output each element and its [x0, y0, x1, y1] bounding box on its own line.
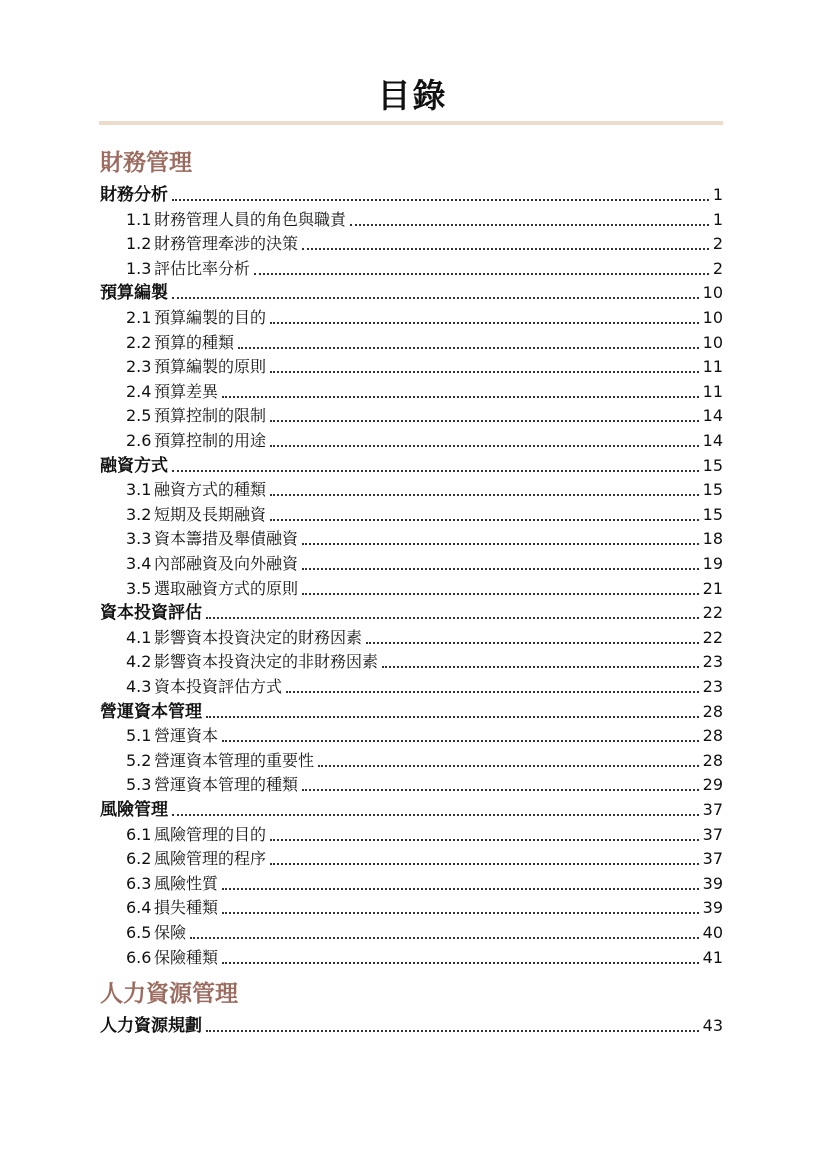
page-number: 19 [702, 554, 723, 573]
page-number: 21 [702, 578, 723, 598]
dot-leader [302, 583, 699, 595]
toc-subsection-entry[interactable] [100, 528, 723, 550]
toc-subsection-entry[interactable] [100, 553, 723, 575]
subsection-title: 短期及長期融資 [154, 504, 267, 524]
subsection-title: 營運資本管理的重要性 [154, 750, 315, 770]
page-number: 2 [712, 234, 723, 254]
subsection-number: 5.2 [126, 750, 152, 770]
subsection-number: 3.5 [126, 578, 152, 598]
toc-subsection-entry[interactable] [100, 233, 723, 255]
page-number: 10 [702, 308, 723, 327]
page-number: 22 [702, 603, 723, 623]
chapter-title: 風險管理 [100, 800, 168, 820]
toc-subsection-entry[interactable] [100, 381, 723, 403]
dot-leader [270, 853, 699, 865]
toc-subsection-entry[interactable] [100, 332, 723, 354]
toc-subsection-entry[interactable] [100, 897, 723, 919]
page-number: 28 [702, 750, 723, 770]
dot-leader [222, 878, 699, 890]
subsection-title: 財務管理人員的角色與職責 [154, 209, 347, 229]
subsection-title: 預算的種類 [154, 332, 235, 352]
subsection-number: 6.3 [126, 873, 152, 893]
subsection-title: 財務管理牽涉的決策 [154, 234, 299, 254]
dot-leader [270, 361, 699, 373]
page-number: 37 [702, 849, 723, 869]
subsection-number: 2.2 [126, 332, 152, 352]
toc-subsection-entry[interactable] [100, 725, 723, 747]
dot-leader [206, 607, 699, 619]
page-title: 目錄 [377, 76, 448, 115]
toc-chapter-entry[interactable] [100, 701, 723, 723]
dot-leader [270, 829, 699, 841]
dot-leader [302, 238, 709, 250]
dot-leader [318, 755, 699, 767]
page-number: 14 [702, 431, 723, 450]
dot-leader [222, 730, 699, 742]
page-number: 15 [702, 504, 723, 524]
toc-subsection-entry[interactable] [100, 405, 723, 427]
page-number: 43 [702, 1016, 723, 1036]
toc-chapter-entry[interactable] [100, 1015, 723, 1037]
subsection-number: 4.3 [126, 677, 152, 696]
toc-subsection-entry[interactable] [100, 947, 723, 969]
dot-leader [190, 927, 699, 939]
dot-leader [270, 435, 699, 447]
subsection-title: 影響資本投資決定的財務因素 [154, 627, 363, 647]
dot-leader [206, 706, 699, 718]
page-number: 1 [712, 185, 723, 204]
subsection-number: 1.2 [126, 234, 152, 254]
subsection-title: 資本籌措及舉債融資 [154, 529, 299, 549]
toc-subsection-entry[interactable] [100, 479, 723, 501]
title-divider [99, 121, 723, 125]
subsection-title: 資本投資評估方式 [154, 677, 283, 696]
subsection-number: 2.3 [126, 357, 152, 377]
dot-leader [222, 902, 699, 914]
toc-chapter-entry[interactable] [100, 282, 723, 304]
dot-leader [172, 287, 699, 299]
page-number: 11 [702, 381, 723, 401]
dot-leader [206, 1020, 699, 1032]
subsection-number: 2.1 [126, 308, 152, 327]
subsection-number: 6.2 [126, 849, 152, 869]
dot-leader [238, 337, 699, 349]
dot-leader [270, 312, 699, 324]
section-heading: 財務管理 [100, 149, 192, 176]
subsection-number: 2.6 [126, 431, 152, 450]
toc-subsection-entry[interactable] [100, 922, 723, 944]
subsection-title: 風險管理的目的 [154, 824, 267, 844]
toc-subsection-entry[interactable] [100, 356, 723, 378]
page-number: 41 [702, 947, 723, 967]
subsection-title: 預算編製的目的 [154, 308, 267, 327]
dot-leader [382, 656, 699, 668]
dot-leader [270, 484, 699, 496]
toc-chapter-entry[interactable] [100, 799, 723, 821]
toc-subsection-entry[interactable] [100, 258, 723, 280]
page-number: 23 [702, 677, 723, 696]
subsection-title: 損失種類 [154, 898, 219, 918]
dot-leader [222, 952, 699, 964]
subsection-title: 預算編製的原則 [154, 357, 267, 377]
dot-leader [270, 410, 699, 422]
dot-leader [270, 509, 699, 521]
subsection-number: 2.4 [126, 381, 152, 401]
subsection-number: 6.4 [126, 898, 152, 918]
page-number: 11 [702, 357, 723, 377]
dot-leader [302, 558, 699, 570]
subsection-title: 保險種類 [154, 947, 219, 967]
toc-subsection-entry[interactable] [100, 578, 723, 600]
toc-chapter-entry[interactable] [100, 602, 723, 624]
subsection-number: 3.1 [126, 480, 152, 500]
page-number: 18 [702, 529, 723, 549]
page-number: 37 [702, 800, 723, 819]
dot-leader [254, 263, 709, 275]
subsection-number: 6.5 [126, 923, 152, 942]
page-number: 2 [712, 258, 723, 278]
dot-leader [302, 779, 699, 791]
page-number: 37 [702, 824, 723, 844]
page-number: 10 [702, 283, 723, 303]
toc-subsection-entry[interactable] [100, 750, 723, 772]
subsection-number: 2.5 [126, 406, 152, 426]
dot-leader [172, 460, 699, 472]
subsection-title: 影響資本投資決定的非財務因素 [154, 652, 379, 672]
subsection-number: 1.3 [126, 258, 152, 278]
dot-leader [172, 189, 709, 201]
dot-leader [302, 533, 699, 545]
subsection-title: 保險 [154, 923, 187, 942]
subsection-title: 預算控制的用途 [154, 431, 267, 450]
subsection-title: 營運資本管理的種類 [154, 775, 299, 795]
toc-subsection-entry[interactable] [100, 651, 723, 673]
subsection-number: 6.6 [126, 947, 152, 967]
section-heading: 人力資源管理 [100, 980, 238, 1008]
page-number: 15 [702, 480, 723, 500]
page-number: 28 [702, 701, 723, 721]
page-number: 10 [702, 332, 723, 352]
toc-subsection-entry[interactable] [100, 873, 723, 895]
page-number: 15 [702, 455, 723, 475]
page-number: 28 [702, 726, 723, 746]
page-number: 40 [702, 923, 723, 942]
toc-subsection-entry[interactable] [100, 848, 723, 870]
dot-leader [222, 386, 699, 398]
toc-subsection-entry[interactable] [100, 676, 723, 698]
dot-leader [286, 681, 699, 693]
subsection-title: 融資方式的種類 [154, 480, 267, 500]
subsection-number: 3.4 [126, 554, 152, 573]
page-number: 39 [702, 873, 723, 893]
subsection-title: 風險管理的程序 [154, 849, 267, 869]
page-number: 23 [702, 652, 723, 672]
chapter-title: 融資方式 [100, 455, 168, 476]
subsection-title: 預算差異 [154, 381, 219, 401]
subsection-number: 4.1 [126, 627, 152, 647]
toc-subsection-entry[interactable] [100, 307, 723, 329]
chapter-title: 預算編製 [100, 283, 168, 304]
subsection-title: 選取融資方式的原則 [154, 578, 299, 598]
chapter-title: 營運資本管理 [100, 701, 202, 722]
subsection-title: 評估比率分析 [154, 258, 251, 278]
dot-leader [366, 632, 699, 644]
page-number: 29 [702, 775, 723, 795]
subsection-title: 內部融資及向外融資 [154, 554, 299, 573]
toc-subsection-entry[interactable] [100, 627, 723, 649]
subsection-title: 營運資本 [154, 726, 219, 746]
subsection-number: 3.3 [126, 529, 152, 549]
toc-subsection-entry[interactable] [100, 430, 723, 452]
subsection-number: 4.2 [126, 652, 152, 672]
subsection-number: 5.3 [126, 775, 152, 795]
page-number: 14 [702, 406, 723, 426]
page-number: 1 [712, 209, 723, 229]
page-number: 39 [702, 898, 723, 918]
subsection-number: 5.1 [126, 726, 152, 746]
toc-subsection-entry[interactable] [100, 504, 723, 526]
toc-subsection-entry[interactable] [100, 209, 723, 231]
toc-subsection-entry[interactable] [100, 774, 723, 796]
subsection-title: 預算控制的限制 [154, 406, 267, 426]
toc-chapter-entry[interactable] [100, 184, 723, 206]
toc-chapter-entry[interactable] [100, 455, 723, 477]
chapter-title: 人力資源規劃 [100, 1016, 202, 1037]
chapter-title: 財務分析 [100, 185, 168, 205]
subsection-title: 風險性質 [154, 873, 219, 893]
subsection-number: 1.1 [126, 209, 152, 229]
page-number: 22 [702, 627, 723, 647]
toc-subsection-entry[interactable] [100, 824, 723, 846]
subsection-number: 3.2 [126, 504, 152, 524]
dot-leader [350, 214, 709, 226]
subsection-number: 6.1 [126, 824, 152, 844]
chapter-title: 資本投資評估 [100, 603, 202, 624]
dot-leader [172, 804, 699, 816]
